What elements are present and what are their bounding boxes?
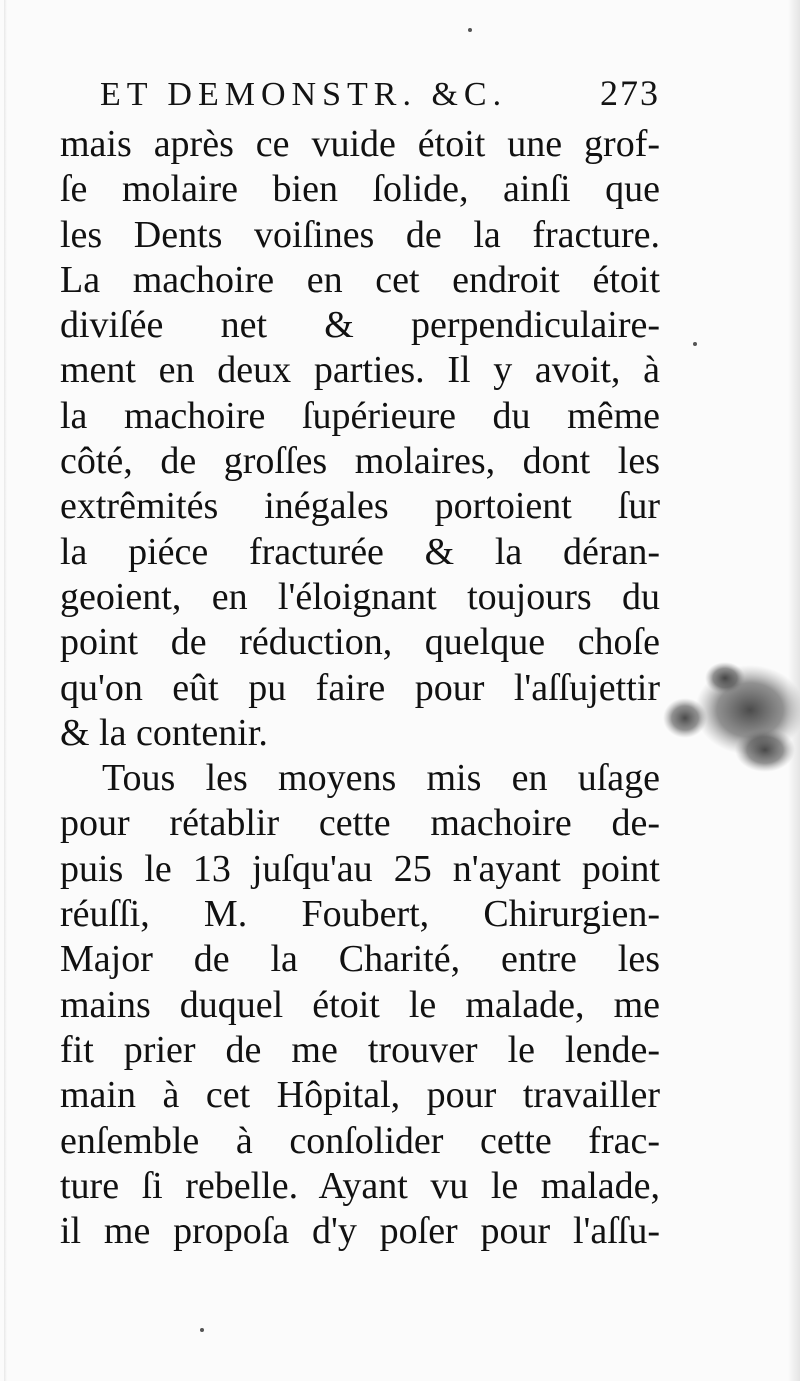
text-line: les Dents voiſines de la fracture. (60, 213, 660, 256)
text-line: point de réduction, quelque choſe (60, 621, 660, 664)
text-line: fit prier de me trouver le lende- (60, 1028, 660, 1071)
body-text (60, 122, 660, 1254)
running-title: ET DEMONSTR. &C. (100, 76, 508, 113)
text-line: réuſſi, M. Foubert, Chirurgien- (60, 893, 660, 936)
text-line: mains duquel étoit le malade, me (60, 983, 660, 1026)
paragraph-end-line: & la contenir. (60, 711, 268, 754)
text-line: La machoire en cet endroit étoit (60, 258, 660, 301)
page-gutter-shadow (788, 0, 800, 1381)
page-edge (4, 0, 7, 1381)
text-line: la piéce fracturée & la déran- (60, 530, 660, 573)
page-header (100, 72, 660, 122)
text-line: il me propoſa d'y poſer pour l'aſſu- (60, 1210, 660, 1253)
text-line: main à cet Hôpital, pour travailler (60, 1074, 660, 1117)
text-line: pour rétablir cette machoire de- (60, 802, 660, 845)
page-number: 273 (600, 73, 660, 113)
paper-speck (468, 28, 472, 32)
text-line: puis le 13 juſqu'au 25 n'ayant point (60, 847, 660, 890)
paragraph-start-line: Tous les moyens mis en uſage (102, 757, 660, 800)
text-line: Major de la Charité, entre les (60, 938, 660, 981)
text-line: diviſée net & perpendiculaire- (60, 304, 660, 347)
text-line: ment en deux parties. Il y avoit, à (60, 349, 660, 392)
text-line: la machoire ſupérieure du même (60, 394, 660, 437)
text-line: mais après ce vuide étoit une grof- (60, 123, 660, 165)
paper-speck (693, 342, 697, 346)
text-line: ſe molaire bien ſolide, ainſi que (60, 168, 660, 211)
text-line: extrêmités inégales portoient ſur (60, 485, 660, 528)
text-line: geoient, en l'éloignant toujours du (60, 575, 660, 618)
text-line: qu'on eût pu faire pour l'aſſujettir (60, 666, 660, 709)
paper-speck (200, 1328, 204, 1332)
text-line: enſemble à conſolider cette frac- (60, 1119, 660, 1162)
text-line: côté, de groſſes molaires, dont les (60, 440, 660, 483)
ink-stain (655, 650, 800, 780)
text-line: ture ſi rebelle. Ayant vu le malade, (60, 1164, 660, 1207)
